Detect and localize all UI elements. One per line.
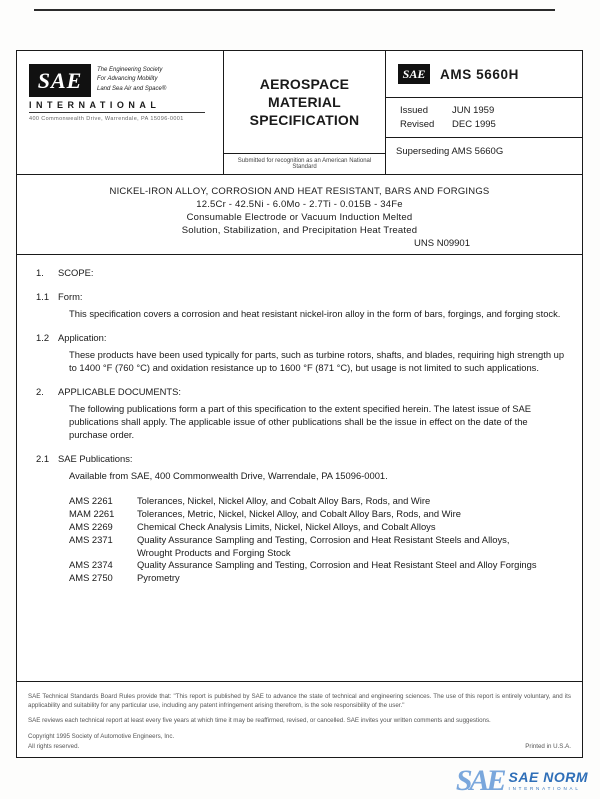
- section-2-heading: [36, 386, 566, 399]
- sae-small-logo: SAE: [398, 64, 430, 84]
- document-number-row: [386, 51, 582, 98]
- rights-line: All rights reserved.: [28, 742, 80, 750]
- document-body: [17, 255, 582, 585]
- list-item: [69, 521, 566, 534]
- revised-label: Revised: [400, 118, 435, 130]
- list-item: [69, 572, 566, 585]
- review-policy-note: SAE reviews each technical report at least every five years at which time it may be reaffirmed, revised, or cancelled. SAE invites your written comments and suggestions.: [28, 716, 491, 724]
- copyright-line: Copyright 1995 Society of Automotive Engineers, Inc.: [28, 733, 175, 741]
- spec-title-line: NICKEL-IRON ALLOY, CORROSION AND HEAT RESISTANT, BARS AND FORGINGS: [109, 186, 490, 197]
- issued-line: [400, 104, 582, 118]
- publication-code: AMS 2374: [69, 559, 113, 571]
- sae-logo: SAE: [29, 64, 91, 97]
- tagline-line-2: For Advancing Mobility: [97, 76, 158, 83]
- publication-title: Quality Assurance Sampling and Testing, Corrosion and Heat Resistant Steel and Alloy Forgings: [137, 559, 537, 571]
- publication-code: AMS 2269: [69, 520, 113, 532]
- spec-melting-line: Consumable Electrode or Vacuum Induction Melted: [186, 212, 413, 223]
- document-footer: [17, 681, 582, 757]
- sae-tagline: [97, 64, 166, 94]
- publication-title: Pyrometry: [137, 572, 180, 584]
- publication-title: Chemical Check Analysis Limits, Nickel, Nickel Alloys, and Cobalt Alloys: [137, 520, 436, 532]
- document-number: AMS 5660H: [440, 66, 519, 82]
- issued-label: Issued: [400, 105, 428, 116]
- issued-value: JUN 1959: [452, 105, 495, 116]
- publication-code: AMS 2371: [69, 533, 113, 545]
- sae-norm-glyph-icon: SAE: [455, 764, 504, 797]
- specification-title-block: [17, 175, 582, 255]
- section-number: 1.2: [36, 331, 50, 343]
- printed-in-usa: Printed in U.S.A.: [525, 742, 571, 750]
- section-1-2-paragraph: These products have been used typically for parts, such as turbine rotors, shafts, and blades, requiring high strength up to 1400 °F (760 °C) and oxidation resistance up to 1600 °F (871 °C), but usage is not limited to such applications.: [69, 348, 565, 373]
- section-number: 2.1: [36, 452, 50, 464]
- standards-board-disclaimer: SAE Technical Standards Board Rules provide that: "This report is published by SAE to advance the state of technical and engineering sciences. The use of this report is entirely voluntary, and its applicability and suitability for any particular use, including any patent infringement arising therefrom, is the sole responsibility of the user.": [28, 693, 571, 709]
- section-1-1-paragraph: This specification covers a corrosion and heat resistant nickel-iron alloy in the form of bars, forgings, and forging stock.: [69, 307, 561, 319]
- document-header: [17, 51, 582, 175]
- sae-norm-wordmark: SAE NORM: [508, 768, 588, 785]
- section-2-1-paragraph: Available from SAE, 400 Commonwealth Drive, Warrendale, PA 15096-0001.: [69, 469, 388, 481]
- document-id-block: [386, 51, 582, 174]
- sae-logo-row: [29, 64, 213, 97]
- dates-box: [386, 98, 582, 138]
- section-number: 1.1: [36, 290, 50, 302]
- section-number: 1.: [36, 267, 44, 278]
- list-item: [69, 508, 566, 521]
- superseding-note: Superseding AMS 5660G: [396, 146, 504, 157]
- section-2-paragraph: The following publications form a part of this specification to the extent specified herein. The latest issue of SAE publications shall apply. The applicable issue of other publications shall be the issue in effect on the date of the purchase order.: [69, 402, 532, 440]
- spec-heat-treat-line: Solution, Stabilization, and Precipitation Heat Treated: [181, 225, 418, 236]
- section-1-2-heading: [36, 332, 566, 345]
- document-type-title: AEROSPACE MATERIAL SPECIFICATION: [249, 75, 360, 129]
- sae-norm-text-block: [509, 770, 588, 791]
- publication-code: AMS 2261: [69, 494, 113, 506]
- copyright-row: [28, 732, 571, 751]
- page-border-frame: [16, 50, 583, 758]
- section-1-heading: [36, 267, 566, 280]
- sae-norm-subtext: INTERNATIONAL: [508, 786, 581, 792]
- document-type-block: [223, 51, 386, 174]
- ansi-recognition-note: Submitted for recognition as an American National Standard: [224, 153, 385, 174]
- publication-title: Tolerances, Nickel, Nickel Alloy, and Cobalt Alloy Bars, Rods, and Wire: [137, 494, 431, 506]
- list-item: [69, 495, 566, 508]
- section-title: Form:: [58, 290, 83, 302]
- section-title: SCOPE:: [58, 267, 94, 278]
- spec-composition-line: 12.5Cr - 42.5Ni - 6.0Mo - 2.7Ti - 0.015B - 34Fe: [196, 199, 403, 210]
- copyright-block: [28, 732, 174, 751]
- publication-code: AMS 2750: [69, 572, 113, 584]
- list-item: [69, 559, 566, 572]
- sae-norm-logo: [455, 764, 588, 797]
- referenced-publications-list: [69, 495, 566, 586]
- revised-line: [400, 118, 582, 132]
- section-1-1-heading: [36, 291, 566, 304]
- scan-artifact-line: [34, 9, 555, 11]
- sae-international-label: INTERNATIONAL: [29, 100, 205, 113]
- publication-title: Tolerances, Metric, Nickel, Nickel Alloy, and Cobalt Alloy Bars, Rods, and Wire: [137, 507, 461, 519]
- publication-code: MAM 2261: [69, 507, 115, 519]
- publication-title: Quality Assurance Sampling and Testing, Corrosion and Heat Resistant Steels and Alloys, Wrought Products and Forging Stock: [137, 533, 510, 558]
- publisher-address: 400 Commonwealth Drive, Warrendale, PA 15096-0001: [29, 116, 184, 122]
- revised-value: DEC 1995: [452, 118, 496, 130]
- publisher-block: [17, 51, 223, 174]
- tagline-line-1: The Engineering Society: [97, 67, 163, 73]
- section-title: Application:: [58, 331, 107, 343]
- list-item: [69, 534, 566, 560]
- section-title: SAE Publications:: [58, 452, 133, 464]
- uns-number: UNS N09901: [414, 238, 470, 249]
- section-2-1-heading: [36, 453, 566, 466]
- section-number: 2.: [36, 385, 44, 397]
- section-title: APPLICABLE DOCUMENTS:: [58, 385, 181, 397]
- tagline-line-3: Land Sea Air and Space®: [97, 85, 167, 92]
